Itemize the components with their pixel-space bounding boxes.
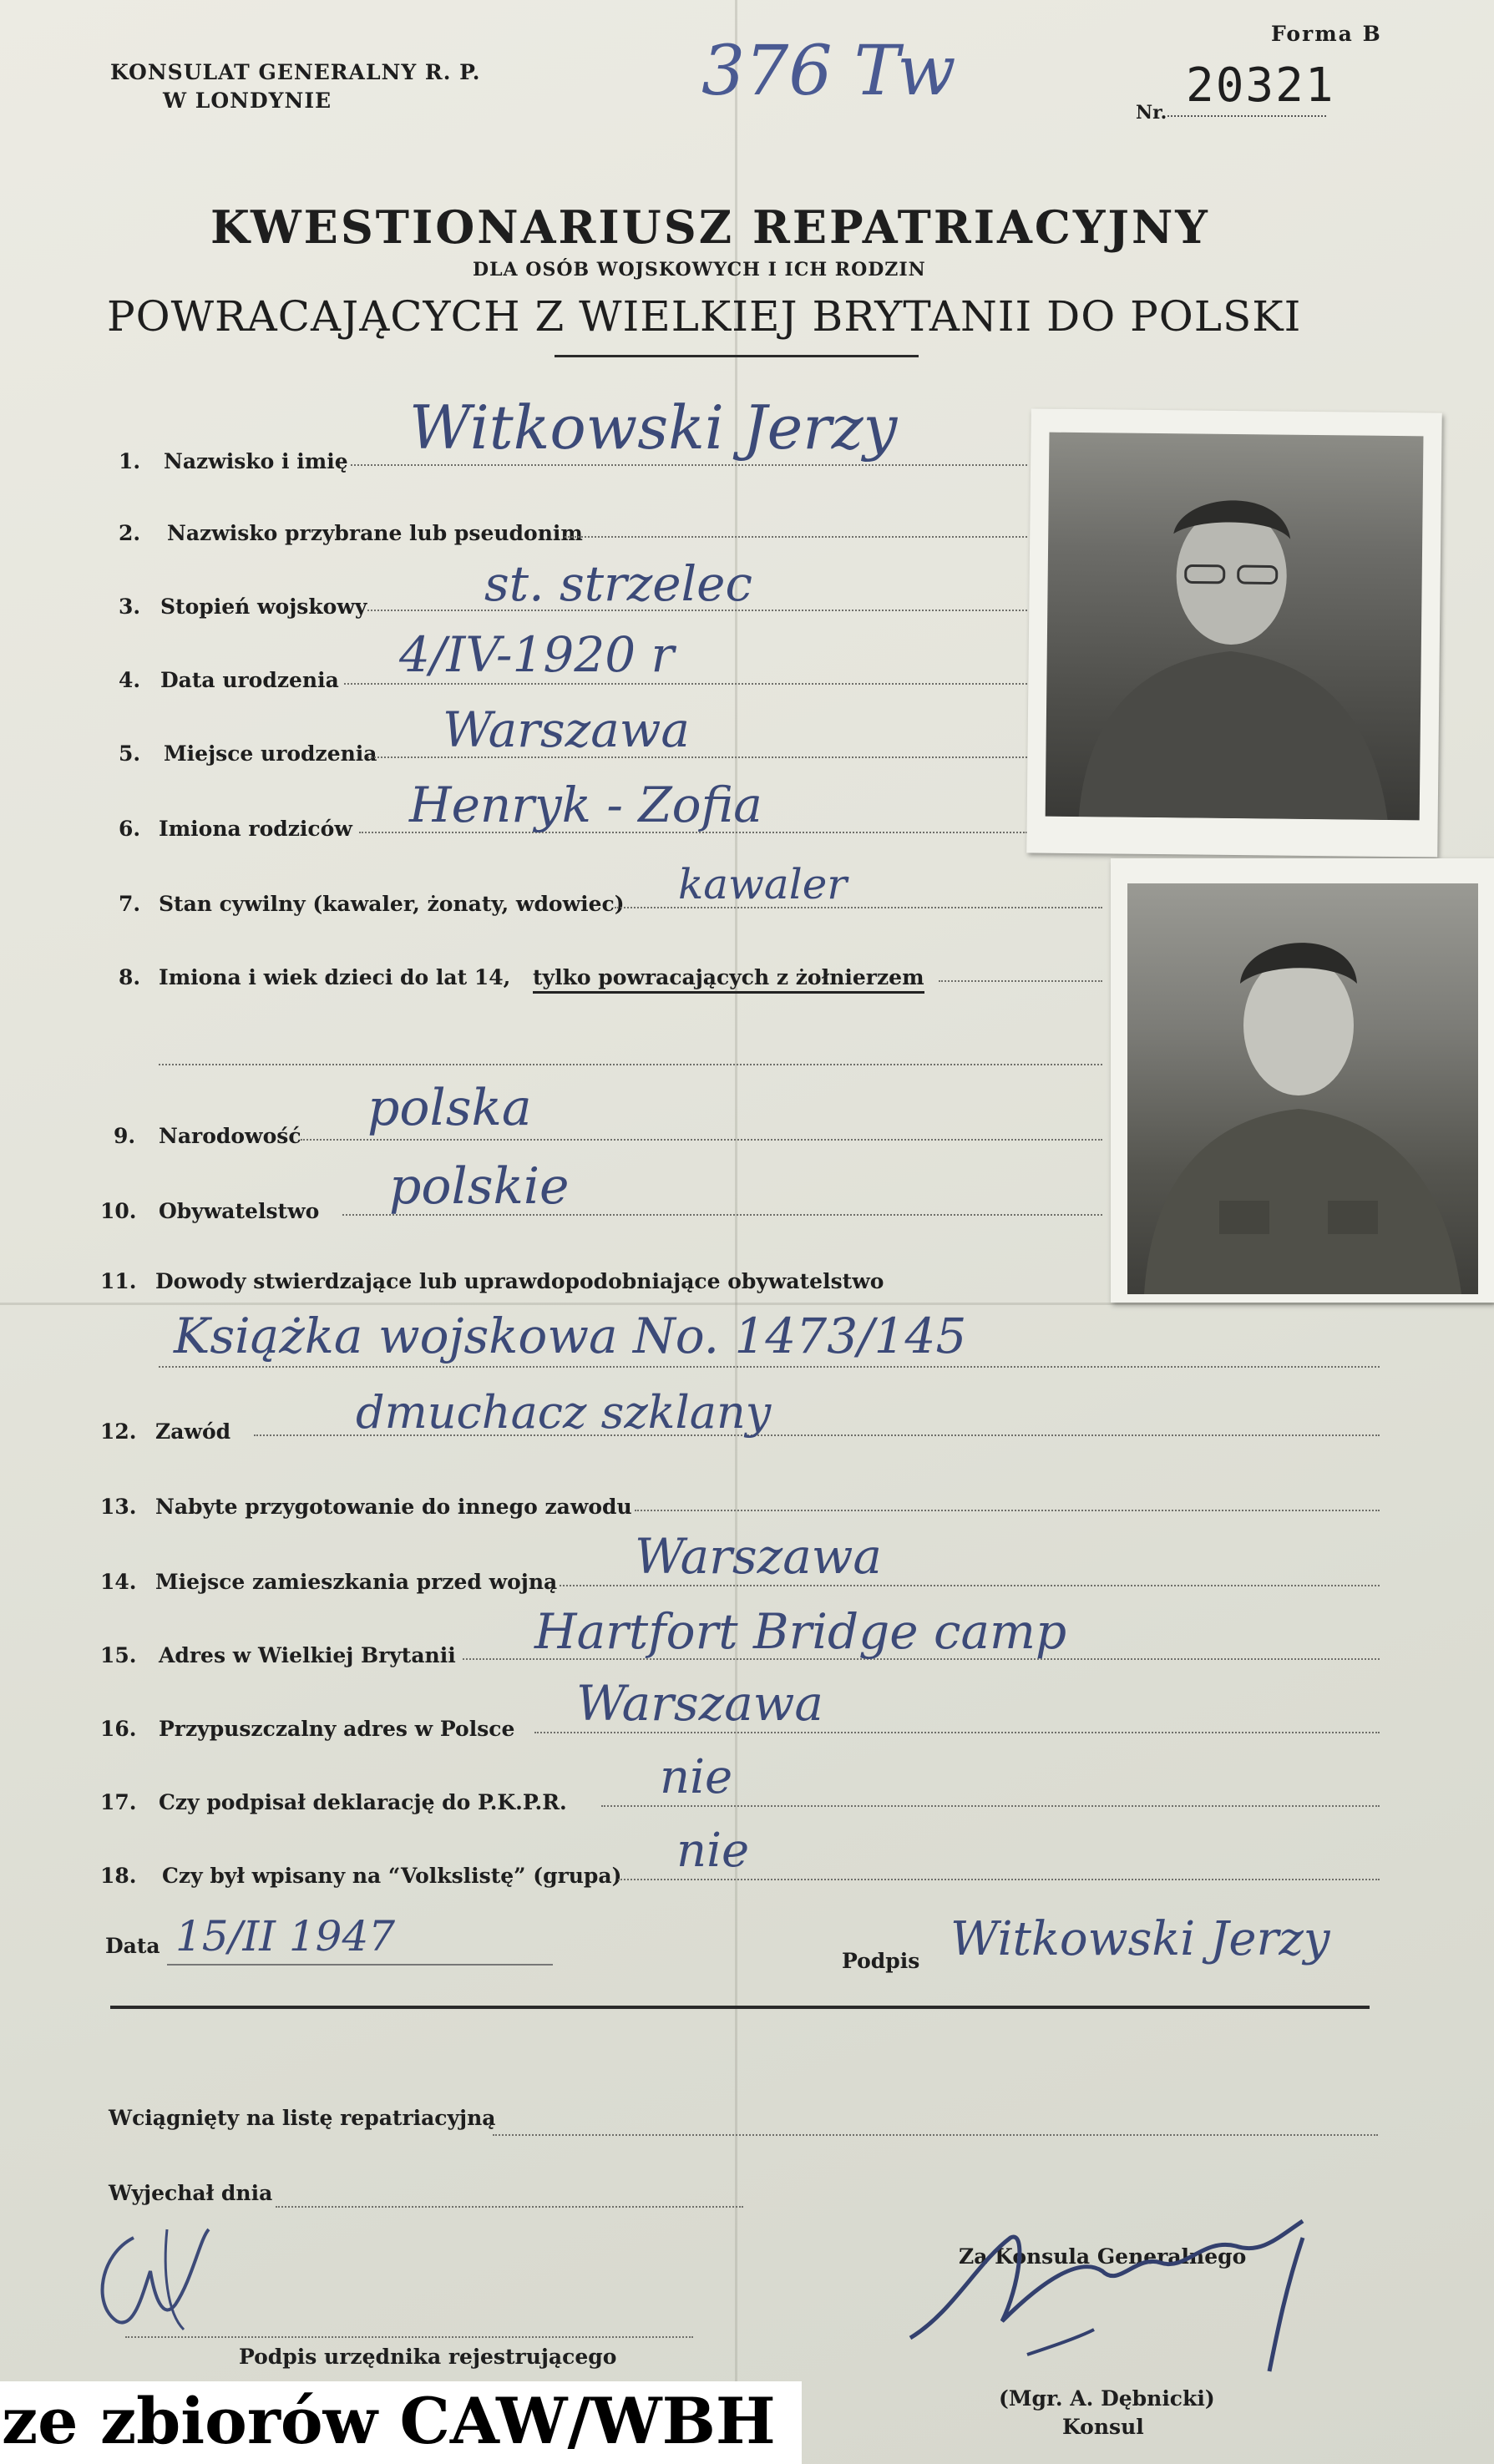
- field-label-other-training: Nabyte przygotowanie do innego zawodu: [155, 1495, 632, 1519]
- date-value: 15/II 1947: [175, 1912, 396, 1961]
- departed-label: Wyjechał dnia: [109, 2181, 273, 2205]
- field-value-pkpr-declaration: nie: [660, 1750, 733, 1804]
- field-line: [939, 980, 1102, 982]
- consul-for-label: Za Konsula Generalnego: [959, 2244, 1247, 2269]
- registrar-signature-label: Podpis urzędnika rejestrującego: [239, 2345, 617, 2369]
- field-number: 8.: [119, 965, 141, 989]
- document-number: 20321: [1186, 58, 1335, 113]
- applicant-signature: Witkowski Jerzy: [950, 1912, 1330, 1966]
- field-number: 1.: [119, 449, 141, 473]
- field-label-children-underlined: tylko powracających z żołnierzem: [533, 965, 924, 994]
- field-number: 9.: [114, 1124, 136, 1148]
- field-value-poland-address: Warszawa: [576, 1675, 824, 1732]
- field-line: [493, 2134, 1378, 2136]
- field-value-prewar-residence: Warszawa: [635, 1528, 883, 1585]
- field-value-occupation: dmuchacz szklany: [356, 1386, 772, 1439]
- field-value-citizenship-proof: Książka wojskowa No. 1473/145: [174, 1308, 967, 1364]
- portrait-man-glasses: [1046, 433, 1424, 821]
- field-label-uk-address: Adres w Wielkiej Brytanii: [159, 1643, 456, 1667]
- field-value-volksliste: nie: [676, 1824, 750, 1878]
- paper-fold: [0, 1303, 1494, 1305]
- field-number: 7.: [119, 892, 141, 916]
- signature-label: Podpis: [842, 1949, 920, 1973]
- field-number: 2.: [119, 521, 141, 545]
- field-line: [301, 1139, 1102, 1141]
- field-label-parents: Imiona rodziców: [159, 817, 352, 841]
- field-line: [276, 2206, 743, 2208]
- registrar-initials: [84, 2204, 234, 2355]
- photo-bottom: [1111, 858, 1494, 1303]
- archive-watermark: ze zbiorów CAW/WBH: [2, 2384, 776, 2458]
- field-label-pkpr-declaration: Czy podpisał deklarację do P.K.P.R.: [159, 1790, 567, 1814]
- consul-name: (Mgr. A. Dębnicki): [999, 2386, 1215, 2411]
- field-label-citizenship-proof: Dowody stwierdzające lub uprawdopodobniające obywatelstwo: [155, 1269, 884, 1293]
- field-line: [159, 1064, 1102, 1065]
- field-label-rank: Stopień wojskowy: [160, 594, 367, 619]
- field-line: [125, 2336, 693, 2338]
- field-value-nationality: polska: [367, 1079, 532, 1137]
- field-label-poland-address: Przypuszczalny adres w Polsce: [159, 1717, 515, 1741]
- field-line: [618, 1879, 1380, 1880]
- consulate-city: W LONDYNIE: [163, 89, 332, 113]
- field-line: [351, 464, 1027, 466]
- document-title: KWESTIONARIUSZ REPATRIACYJNY: [210, 200, 1210, 254]
- field-value-uk-address: Hartfort Bridge camp: [534, 1603, 1067, 1660]
- photo-top: [1026, 408, 1442, 857]
- field-number: 10.: [100, 1199, 137, 1223]
- field-number: 18.: [100, 1864, 137, 1888]
- field-value-parents: Henryk - Zofia: [409, 777, 762, 833]
- field-line: [601, 1805, 1380, 1807]
- form-label: Forma B: [1271, 22, 1382, 46]
- portrait-soldier: [1127, 883, 1478, 1294]
- field-value-surname: Witkowski Jerzy: [409, 392, 898, 463]
- field-label-occupation: Zawód: [155, 1419, 231, 1444]
- field-line: [565, 536, 1027, 538]
- field-number: 4.: [119, 668, 141, 692]
- consul-signature: [885, 2188, 1353, 2388]
- consulate-name: KONSULAT GENERALNY R. P.: [110, 60, 481, 84]
- field-value-marital-status: kawaler: [678, 860, 848, 908]
- field-label-volksliste: Czy był wpisany na “Volkslistę” (grupa): [162, 1864, 622, 1888]
- field-label-surname: Nazwisko i imię: [164, 449, 348, 473]
- field-number: 14.: [100, 1570, 137, 1594]
- document-title-line2: POWRACAJĄCYCH Z WIELKIEJ BRYTANII DO POLSKI: [107, 292, 1302, 341]
- field-number: 13.: [100, 1495, 137, 1519]
- nr-underline: [1167, 115, 1326, 117]
- repatriation-list-label: Wciągnięty na listę repatriacyjną: [109, 2106, 496, 2130]
- field-value-birth-date: 4/IV-1920 r: [399, 626, 675, 683]
- field-label-birth-place: Miejsce urodzenia: [164, 741, 377, 766]
- handwritten-reference: 376 Tw: [701, 32, 956, 111]
- section-divider: [110, 2006, 1370, 2009]
- field-line: [560, 1585, 1380, 1586]
- field-line: [159, 1366, 1380, 1368]
- field-value-rank: st. strzelec: [484, 555, 752, 612]
- field-label-prewar-residence: Miejsce zamieszkania przed wojną: [155, 1570, 558, 1594]
- field-number: 3.: [119, 594, 141, 619]
- field-line: [534, 1732, 1380, 1733]
- field-value-citizenship: polskie: [389, 1157, 570, 1216]
- consul-title: Konsul: [1062, 2415, 1144, 2439]
- date-line: [167, 1964, 553, 1966]
- field-label-marital-status: Stan cywilny (kawaler, żonaty, wdowiec): [159, 892, 625, 916]
- field-label-pseudonym: Nazwisko przybrane lub pseudonim: [167, 521, 583, 545]
- field-number: 12.: [100, 1419, 137, 1444]
- date-label: Data: [105, 1934, 160, 1958]
- field-number: 17.: [100, 1790, 137, 1814]
- field-label-birth-date: Data urodzenia: [160, 668, 339, 692]
- field-line: [635, 1510, 1380, 1511]
- field-number: 6.: [119, 817, 141, 841]
- field-number: 15.: [100, 1643, 137, 1667]
- nr-label: Nr.: [1136, 102, 1167, 124]
- paper-fold: [735, 0, 737, 2464]
- document-subtitle: DLA OSÓB WOJSKOWYCH I ICH RODZIN: [473, 259, 926, 281]
- field-label-children: Imiona i wiek dzieci do lat 14,: [159, 965, 511, 989]
- field-value-birth-place: Warszawa: [443, 701, 691, 758]
- field-number: 11.: [100, 1269, 137, 1293]
- field-number: 5.: [119, 741, 141, 766]
- field-label-nationality: Narodowość: [159, 1124, 301, 1148]
- field-label-citizenship: Obywatelstwo: [159, 1199, 320, 1223]
- title-underline: [555, 355, 919, 357]
- field-number: 16.: [100, 1717, 137, 1741]
- field-line: [344, 683, 1027, 685]
